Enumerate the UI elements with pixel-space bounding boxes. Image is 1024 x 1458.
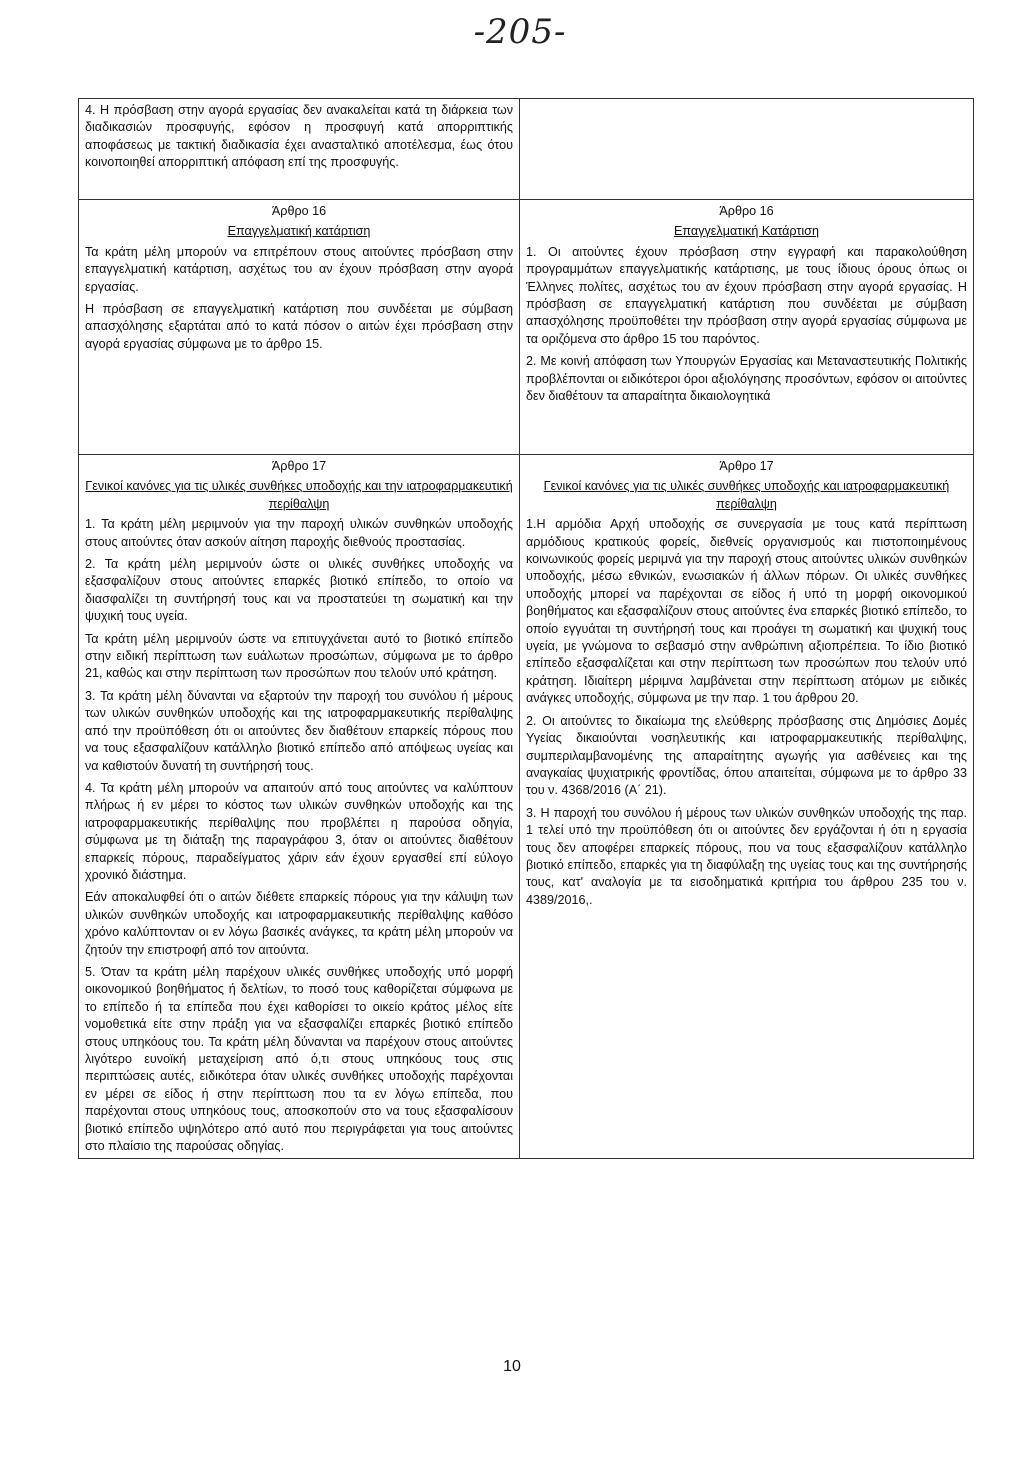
law-text-cell [520,200,974,455]
paragraph: 1.Η αρμόδια Αρχή υποδοχής σε συνεργασία με τους κατά περίπτωση αρμόδιους κρατικούς φορείς, διεθνείς οργανισμούς και πιστοποιημένους κοινωνικούς φορείς μεριμνά για την παροχή στους αιτούντες υλικών συνθηκών υποδοχής, μέσω εθνικών, ενωσιακών ή άλλων πόρων. Οι υλικές συνθήκες υποδοχής μπορεί να παρέχονται σε είδος ή υπό τη μορφή οικονομικού βοηθήματος και εξασφαλίζουν στους αιτούντες ένα επαρκές βιοτικό επίπεδο, το οποίο εγγυάται τη συντήρησή τους και προάγει τη σωματική και ψυχική τους υγεία, με γνώμονα το σεβασμό στην ανθρώπινη αξιοπρέπεια. Το ίδιο βιοτικό επίπεδο εξασφαλίζεται και στην περίπτωση των προσώπων που τελούν υπό κράτηση. Ιδιαίτερη μέριμνα λαμβάνεται στην περίπτωση ατόμων με ειδικές ανάγκες υποδοχής, σύμφωνα με την παρ. 1 του άρθρου 20. [526,517,967,706]
paragraph: 4. Τα κράτη μέλη μπορούν να απαιτούν από τους αιτούντες να καλύπτουν πλήρως ή εν μέρει το κόστος των υλικών συνθηκών υποδοχής και της ιατροφαρμακευτικής περίθαλψης που προβλέπει η παρούσα οδηγία, σύμφωνα με τη διάταξη της παραγράφου 3, όταν οι αιτούντες διαθέτουν επαρκείς πόρους, παραδείγματος χάριν εάν έχουν εργασθεί επί εύλογο χρονικό διάστημα. [85,780,513,882]
comparison-table-body [79,99,974,1159]
article-heading: Επαγγελματική κατάρτιση [227,224,371,239]
directive-text-cell [79,200,520,455]
paragraph: Τα κράτη μέλη μπορούν να επιτρέπουν στους αιτούντες πρόσβαση στην επαγγελματική κατάρτιση, ασχέτως του αν έχουν πρόσβαση στην αγορά εργασίας. [85,244,513,294]
paragraph: 4. Η πρόσβαση στην αγορά εργασίας δεν ανακαλείται κατά τη διάρκεια των διαδικασιών προσφυγής, εφόσον η προσφυγή κατά απορριπτικής αποφάσεως με τακτική διαδικασία έχει ανασταλτικό αποτέλεσμα, έως ότου κοινοποιηθεί απορριπτική απόφαση επί της προσφυγής. [85,103,513,170]
handwritten-page-number: -205- [473,12,567,52]
article-number: Άρθρο 16 [719,204,774,218]
directive-text-cell [79,455,520,1159]
paragraph: 2. Οι αιτούντες το δικαίωμα της ελεύθερης πρόσβασης στις Δημόσιες Δομές Υγείας δικαιούνται νοσηλευτικής και ιατροφαρμακευτικής περίθαλψης, συμπεριλαμβανομένης της απαραίτητης αγωγής για ασθένειες και της αναγκαίας ψυχιατρικής φροντίδας, όπου απαιτείται, σύμφωνα με το άρθρο 33 του ν. 4368/2016 (Α΄ 21). [526,713,967,798]
paragraph: 2. Τα κράτη μέλη μεριμνούν ώστε οι υλικές συνθήκες υποδοχής να εξασφαλίζουν στους αιτούντες επαρκές βιοτικό επίπεδο, το οποίο να διασφαλίζει τη συντήρησή τους και να προστατεύει τη σωματική και την ψυχική τους υγεία. [85,557,513,624]
paragraph: 3. Η παροχή του συνόλου ή μέρους των υλικών συνθηκών υποδοχής της παρ. 1 τελεί υπό την προϋπόθεση ότι οι αιτούντες δεν εργάζονται ή ότι η εργασία τους δεν αποφέρει επαρκείς πόρους, που να τους εξασφαλίζουν κατάλληλο βιοτικό επίπεδο, επαρκές για τη διαφύλαξη της υγείας τους και της συντήρησής τους, κατ' αναλογία με τα εισοδηματικά κριτήρια του άρθρου 235 του ν. 4389/2016,. [526,805,967,907]
table-row [79,99,974,200]
law-text-cell [520,99,974,200]
article-heading: Επαγγελματική Κατάρτιση [674,224,819,239]
article-number: Άρθρο 17 [719,459,774,473]
article-number: Άρθρο 16 [271,204,327,218]
paragraph: 5. Όταν τα κράτη μέλη παρέχουν υλικές συνθήκες υποδοχής υπό μορφή οικονομικού βοηθήματος ή δελτίων, το ποσό τους καθορίζεται σύμφωνα με το επίπεδο ή τα επίπεδα που έχει καθορίσει το οικείο κράτος μέλος είτε νομοθετικά είτε στην πράξη για να εξασφαλίζει επαρκές βιοτικό επίπεδο στους υπηκόους του. Τα κράτη μέλη δύνανται να παρέχουν στους αιτούντες λιγότερο ευνοϊκή μεταχείριση από ό,τι στους υπηκόους τους στις περιπτώσεις αυτές, ειδικότερα όταν υλικές συνθήκες υποδοχής παρέχονται εν μέρει σε είδος ή στην περίπτωση που τα εν λόγω επίπεδα, που παρέχονται στους υπηκόους τους, αποσκοπούν στο να τους εξασφαλίσουν βιοτικό επίπεδο υψηλότερο από αυτό που περιγράφεται για τους αιτούντες στο πλαίσιο της παρούσας οδηγίας. [85,964,513,1154]
directive-text-cell [79,99,520,200]
paragraph: Εάν αποκαλυφθεί ότι ο αιτών διέθετε επαρκείς πόρους για την κάλυψη των υλικών συνθηκών υποδοχής και ιατροφαρμακευτικής περίθαλψης καθόσο χρόνο καλύπτονταν οι εν λόγω βασικές ανάγκες, τα κράτη μέλη μπορούν να ζητούν την επιστροφή από τον αιτούντα. [85,890,513,957]
paragraph: 2. Με κοινή απόφαση των Υπουργών Εργασίας και Μεταναστευτικής Πολιτικής προβλέπονται οι ειδικότεροι όροι αξιολόγησης προσόντων, εφόσον οι αιτούντες δεν διαθέτουν τα απαραίτητα δικαιολογητικά [526,354,967,404]
page-number: 10 [503,1358,521,1375]
paragraph: Η πρόσβαση σε επαγγελματική κατάρτιση που συνδέεται με σύμβαση απασχόλησης εξαρτάται από το κατά πόσον ο αιτών έχει πρόσβαση στην αγορά εργασίας σύμφωνα με το άρθρο 15. [85,302,513,351]
article-heading: Γενικοί κανόνες για τις υλικές συνθήκες υποδοχής και την ιατροφαρμακευτική περίθαλψη [85,479,513,511]
article-number: Άρθρο 17 [271,459,327,473]
paragraph: 1. Οι αιτούντες έχουν πρόσβαση στην εγγραφή και παρακολούθηση προγραμμάτων επαγγελματικής κατάρτισης, με τους ίδιους όρους όπως οι Έλληνες πολίτες, ασχέτως του αν έχουν πρόσβαση στην αγορά εργασίας. Η πρόσβαση σε επαγγελματική κατάρτιση που συνδέεται με σύμβαση απασχόλησης προϋποθέτει την πρόσβαση στην αγορά εργασίας σύμφωνα με τα οριζόμενα στο άρθρο 15 του παρόντος. [526,244,967,346]
table-row [79,455,974,1159]
paragraph: 3. Τα κράτη μέλη δύνανται να εξαρτούν την παροχή του συνόλου ή μέρους των υλικών συνθηκών υποδοχής και της ιατροφαρμακευτικής περίθαλψης από την προϋπόθεση ότι οι αιτούντες δεν διαθέτουν επαρκείς πόρους που να τους εξασφαλίζουν κατάλληλο βιοτικό επίπεδο από απόψεως υγείας και να καθιστούν δυνατή τη συντήρησή τους. [85,688,513,773]
table-row [79,200,974,455]
comparison-table [78,98,974,1159]
paragraph: Τα κράτη μέλη μεριμνούν ώστε να επιτυγχάνεται αυτό το βιοτικό επίπεδο στην ειδική περίπτωση των ευάλωτων προσώπων, σύμφωνα με το άρθρο 21, καθώς και στην περίπτωση των προσώπων που τελούν υπό κράτηση. [85,631,513,681]
paragraph: 1. Τα κράτη μέλη μεριμνούν για την παροχή υλικών συνθηκών υποδοχής στους αιτούντες όταν ασκούν αίτηση παροχής διεθνούς προστασίας. [85,517,513,549]
article-heading: Γενικοί κανόνες για τις υλικές συνθήκες υποδοχής και ιατροφαρμακευτική περίθαλψη [543,479,950,511]
law-text-cell [520,455,974,1159]
